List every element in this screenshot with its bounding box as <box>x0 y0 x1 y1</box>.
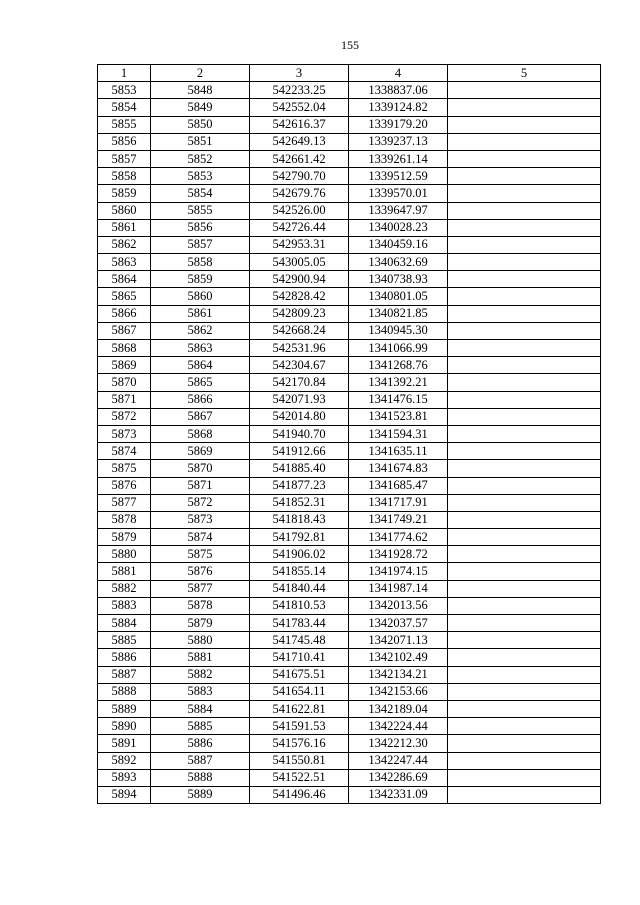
table-cell <box>448 666 601 683</box>
table-cell: 1341685.47 <box>349 477 448 494</box>
table-cell <box>448 374 601 391</box>
table-cell <box>448 615 601 632</box>
table-cell: 541745.48 <box>250 632 349 649</box>
table-cell: 5856 <box>98 133 151 150</box>
table-row <box>98 477 601 494</box>
column-header: 3 <box>250 65 349 82</box>
table-row <box>98 340 601 357</box>
table-cell <box>448 786 601 803</box>
table-cell: 542552.04 <box>250 99 349 116</box>
page-number: 155 <box>341 38 359 52</box>
table-cell: 542071.93 <box>250 391 349 408</box>
table-cell <box>448 305 601 322</box>
table-row <box>98 529 601 546</box>
table-cell: 5890 <box>98 718 151 735</box>
table-cell: 5880 <box>98 546 151 563</box>
table-cell: 542531.96 <box>250 340 349 357</box>
table-cell: 5858 <box>98 168 151 185</box>
table-cell: 541576.16 <box>250 735 349 752</box>
table-cell <box>448 494 601 511</box>
table-row <box>98 752 601 769</box>
table-cell: 542953.31 <box>250 236 349 253</box>
table-cell: 1341476.15 <box>349 391 448 408</box>
table-cell: 5884 <box>151 700 250 717</box>
table-cell <box>448 322 601 339</box>
table-row <box>98 357 601 374</box>
table-row <box>98 202 601 219</box>
coordinates-table <box>97 64 601 804</box>
table-cell <box>448 460 601 477</box>
table-cell: 5888 <box>98 683 151 700</box>
table-cell: 5862 <box>151 322 250 339</box>
table-cell: 5870 <box>98 374 151 391</box>
table-cell: 541940.70 <box>250 425 349 442</box>
table-cell: 1341928.72 <box>349 546 448 563</box>
table-cell: 5857 <box>98 150 151 167</box>
table-cell <box>448 700 601 717</box>
table-cell: 1342013.56 <box>349 597 448 614</box>
table-row <box>98 563 601 580</box>
table-row <box>98 254 601 271</box>
table-cell: 5868 <box>98 340 151 357</box>
table-cell <box>448 683 601 700</box>
table-cell: 5856 <box>151 219 250 236</box>
table-cell <box>448 219 601 236</box>
table-cell: 541710.41 <box>250 649 349 666</box>
table-cell: 5857 <box>151 236 250 253</box>
table-cell: 5867 <box>151 408 250 425</box>
table-cell: 1339570.01 <box>349 185 448 202</box>
table-cell: 1341974.15 <box>349 563 448 580</box>
table-cell: 5878 <box>151 597 250 614</box>
table-row <box>98 288 601 305</box>
table-cell: 1342153.66 <box>349 683 448 700</box>
table-cell: 5865 <box>98 288 151 305</box>
column-header: 2 <box>151 65 250 82</box>
table-cell: 541675.51 <box>250 666 349 683</box>
table-cell: 5886 <box>151 735 250 752</box>
table-cell: 5867 <box>98 322 151 339</box>
table-cell: 5875 <box>151 546 250 563</box>
table-cell: 5886 <box>98 649 151 666</box>
table-cell: 5885 <box>151 718 250 735</box>
table-cell: 541810.53 <box>250 597 349 614</box>
table-cell: 5881 <box>98 563 151 580</box>
table-cell: 5894 <box>98 786 151 803</box>
table-cell: 5876 <box>98 477 151 494</box>
table-cell: 5877 <box>98 494 151 511</box>
table-cell: 5859 <box>151 271 250 288</box>
table-cell: 5860 <box>98 202 151 219</box>
table-cell: 541840.44 <box>250 580 349 597</box>
table-cell: 5872 <box>98 408 151 425</box>
table-row <box>98 494 601 511</box>
table-cell <box>448 649 601 666</box>
table-row <box>98 168 601 185</box>
table-cell: 5861 <box>98 219 151 236</box>
table-cell: 5882 <box>151 666 250 683</box>
table-cell <box>448 735 601 752</box>
table-cell: 541783.44 <box>250 615 349 632</box>
table-cell: 5870 <box>151 460 250 477</box>
table-row <box>98 769 601 786</box>
table-cell: 5881 <box>151 649 250 666</box>
table-cell: 1339237.13 <box>349 133 448 150</box>
table-cell: 541906.02 <box>250 546 349 563</box>
table-cell: 541792.81 <box>250 529 349 546</box>
table-cell: 541496.46 <box>250 786 349 803</box>
table-cell <box>448 116 601 133</box>
table-cell: 5851 <box>151 133 250 150</box>
table-cell: 5874 <box>151 529 250 546</box>
table-cell: 1340738.93 <box>349 271 448 288</box>
table-cell: 542616.37 <box>250 116 349 133</box>
table-cell: 5864 <box>151 357 250 374</box>
table-cell: 5855 <box>151 202 250 219</box>
table-cell: 542304.67 <box>250 357 349 374</box>
table-cell: 5873 <box>98 425 151 442</box>
table-cell <box>448 769 601 786</box>
table-cell: 541877.23 <box>250 477 349 494</box>
table-cell: 5855 <box>98 116 151 133</box>
table-row <box>98 322 601 339</box>
table-cell: 542014.80 <box>250 408 349 425</box>
table-cell <box>448 168 601 185</box>
table-cell: 541550.81 <box>250 752 349 769</box>
table-cell: 541622.81 <box>250 700 349 717</box>
table-row <box>98 236 601 253</box>
table-cell: 5872 <box>151 494 250 511</box>
table-header-row <box>98 65 601 82</box>
table-cell: 5882 <box>98 580 151 597</box>
table-cell: 542233.25 <box>250 82 349 99</box>
table-row <box>98 597 601 614</box>
table-cell: 5887 <box>98 666 151 683</box>
table-cell <box>448 202 601 219</box>
table-row <box>98 305 601 322</box>
table-cell: 541591.53 <box>250 718 349 735</box>
table-cell: 5875 <box>98 460 151 477</box>
table-cell: 542790.70 <box>250 168 349 185</box>
table-cell: 542526.00 <box>250 202 349 219</box>
table-cell <box>448 254 601 271</box>
table-cell: 542679.76 <box>250 185 349 202</box>
table-cell: 5891 <box>98 735 151 752</box>
table-cell: 1339647.97 <box>349 202 448 219</box>
table-cell: 1339179.20 <box>349 116 448 133</box>
table-cell: 5885 <box>98 632 151 649</box>
table-cell: 541855.14 <box>250 563 349 580</box>
table-cell: 5879 <box>151 615 250 632</box>
table-cell: 1342189.04 <box>349 700 448 717</box>
table-cell: 5853 <box>98 82 151 99</box>
table-cell <box>448 82 601 99</box>
table-cell <box>448 477 601 494</box>
table-cell: 1340801.05 <box>349 288 448 305</box>
table-cell: 1341774.62 <box>349 529 448 546</box>
table-cell: 5862 <box>98 236 151 253</box>
table-cell: 5848 <box>151 82 250 99</box>
table-cell: 1341635.11 <box>349 443 448 460</box>
table-row <box>98 185 601 202</box>
table-cell: 1340821.85 <box>349 305 448 322</box>
table-row <box>98 133 601 150</box>
table-cell <box>448 443 601 460</box>
table-row <box>98 374 601 391</box>
table-row <box>98 580 601 597</box>
table-cell <box>448 150 601 167</box>
table-row <box>98 615 601 632</box>
table-cell <box>448 391 601 408</box>
table-cell: 1342102.49 <box>349 649 448 666</box>
table-cell: 5876 <box>151 563 250 580</box>
table-row <box>98 666 601 683</box>
table-cell <box>448 511 601 528</box>
table-cell: 5871 <box>98 391 151 408</box>
table-cell: 5883 <box>98 597 151 614</box>
table-cell: 5889 <box>151 786 250 803</box>
table-row <box>98 460 601 477</box>
table-cell: 1341717.91 <box>349 494 448 511</box>
table-cell: 5854 <box>151 185 250 202</box>
table-row <box>98 786 601 803</box>
table-cell: 1341268.76 <box>349 357 448 374</box>
table-cell: 1339261.14 <box>349 150 448 167</box>
column-header: 5 <box>448 65 601 82</box>
table-cell: 1342134.21 <box>349 666 448 683</box>
table-cell <box>448 529 601 546</box>
table-cell <box>448 752 601 769</box>
table-cell: 1340945.30 <box>349 322 448 339</box>
table-cell <box>448 580 601 597</box>
table-cell <box>448 357 601 374</box>
table-cell: 5866 <box>151 391 250 408</box>
table-cell: 5852 <box>151 150 250 167</box>
table-cell <box>448 271 601 288</box>
table-row <box>98 82 601 99</box>
table-cell: 1341523.81 <box>349 408 448 425</box>
table-cell: 1342247.44 <box>349 752 448 769</box>
table-row <box>98 391 601 408</box>
table-cell: 5850 <box>151 116 250 133</box>
table-row <box>98 99 601 116</box>
table-cell: 5858 <box>151 254 250 271</box>
table-cell: 5874 <box>98 443 151 460</box>
table-cell: 1340632.69 <box>349 254 448 271</box>
table-cell: 1339512.59 <box>349 168 448 185</box>
table-cell <box>448 563 601 580</box>
table-cell: 5878 <box>98 511 151 528</box>
table-cell: 543005.05 <box>250 254 349 271</box>
table-row <box>98 700 601 717</box>
table-cell: 5863 <box>98 254 151 271</box>
table-cell: 542668.24 <box>250 322 349 339</box>
table-cell: 1339124.82 <box>349 99 448 116</box>
table-cell <box>448 340 601 357</box>
table-cell: 541818.43 <box>250 511 349 528</box>
table-cell <box>448 408 601 425</box>
table-cell: 542726.44 <box>250 219 349 236</box>
table-cell: 541654.11 <box>250 683 349 700</box>
table-cell: 542661.42 <box>250 150 349 167</box>
table-row <box>98 683 601 700</box>
table-cell: 5863 <box>151 340 250 357</box>
table-cell: 5869 <box>151 443 250 460</box>
table-cell: 541912.66 <box>250 443 349 460</box>
table-cell: 1342224.44 <box>349 718 448 735</box>
table-cell: 1340028.23 <box>349 219 448 236</box>
table-cell: 5892 <box>98 752 151 769</box>
table-row <box>98 408 601 425</box>
table-cell: 1341066.99 <box>349 340 448 357</box>
table-row <box>98 735 601 752</box>
table-cell: 1340459.16 <box>349 236 448 253</box>
table-row <box>98 116 601 133</box>
table-cell <box>448 718 601 735</box>
table-cell: 5880 <box>151 632 250 649</box>
table-cell: 541885.40 <box>250 460 349 477</box>
table-cell: 5888 <box>151 769 250 786</box>
table-cell: 542900.94 <box>250 271 349 288</box>
table-cell: 5877 <box>151 580 250 597</box>
table-cell: 542828.42 <box>250 288 349 305</box>
table-cell: 5871 <box>151 477 250 494</box>
table-row <box>98 546 601 563</box>
table-row <box>98 511 601 528</box>
table-cell: 5868 <box>151 425 250 442</box>
column-header: 4 <box>349 65 448 82</box>
table-cell <box>448 632 601 649</box>
table-cell: 5859 <box>98 185 151 202</box>
table-row <box>98 150 601 167</box>
table-cell: 5893 <box>98 769 151 786</box>
table-cell: 5860 <box>151 288 250 305</box>
table-cell: 5883 <box>151 683 250 700</box>
table-cell: 542170.84 <box>250 374 349 391</box>
table-cell: 5873 <box>151 511 250 528</box>
table-cell: 5849 <box>151 99 250 116</box>
table-row <box>98 271 601 288</box>
table-cell: 5869 <box>98 357 151 374</box>
table-cell: 5861 <box>151 305 250 322</box>
table-cell: 1342286.69 <box>349 769 448 786</box>
table-cell: 541522.51 <box>250 769 349 786</box>
table-cell <box>448 236 601 253</box>
table-cell: 5884 <box>98 615 151 632</box>
table-cell: 1341392.21 <box>349 374 448 391</box>
table-cell: 5887 <box>151 752 250 769</box>
table-cell: 1341987.14 <box>349 580 448 597</box>
table-cell: 5866 <box>98 305 151 322</box>
table-row <box>98 632 601 649</box>
table-cell <box>448 185 601 202</box>
column-header: 1 <box>98 65 151 82</box>
table-cell: 5854 <box>98 99 151 116</box>
table-body <box>98 82 601 804</box>
table-cell: 542809.23 <box>250 305 349 322</box>
table-cell: 5853 <box>151 168 250 185</box>
table-cell: 1341749.21 <box>349 511 448 528</box>
table-cell: 5879 <box>98 529 151 546</box>
table-row <box>98 443 601 460</box>
table-cell: 1341594.31 <box>349 425 448 442</box>
table-row <box>98 649 601 666</box>
table-row <box>98 425 601 442</box>
table-cell <box>448 425 601 442</box>
table-cell <box>448 597 601 614</box>
table-cell: 1342331.09 <box>349 786 448 803</box>
table-cell <box>448 133 601 150</box>
table-cell: 5864 <box>98 271 151 288</box>
table-cell: 5865 <box>151 374 250 391</box>
table-cell <box>448 546 601 563</box>
table-cell: 1338837.06 <box>349 82 448 99</box>
table-cell: 1342212.30 <box>349 735 448 752</box>
table-cell: 542649.13 <box>250 133 349 150</box>
table-cell: 1342037.57 <box>349 615 448 632</box>
table-cell: 541852.31 <box>250 494 349 511</box>
table-row <box>98 718 601 735</box>
table-cell: 1342071.13 <box>349 632 448 649</box>
table-cell <box>448 288 601 305</box>
table-row <box>98 219 601 236</box>
table-cell: 1341674.83 <box>349 460 448 477</box>
table-cell: 5889 <box>98 700 151 717</box>
table-cell <box>448 99 601 116</box>
